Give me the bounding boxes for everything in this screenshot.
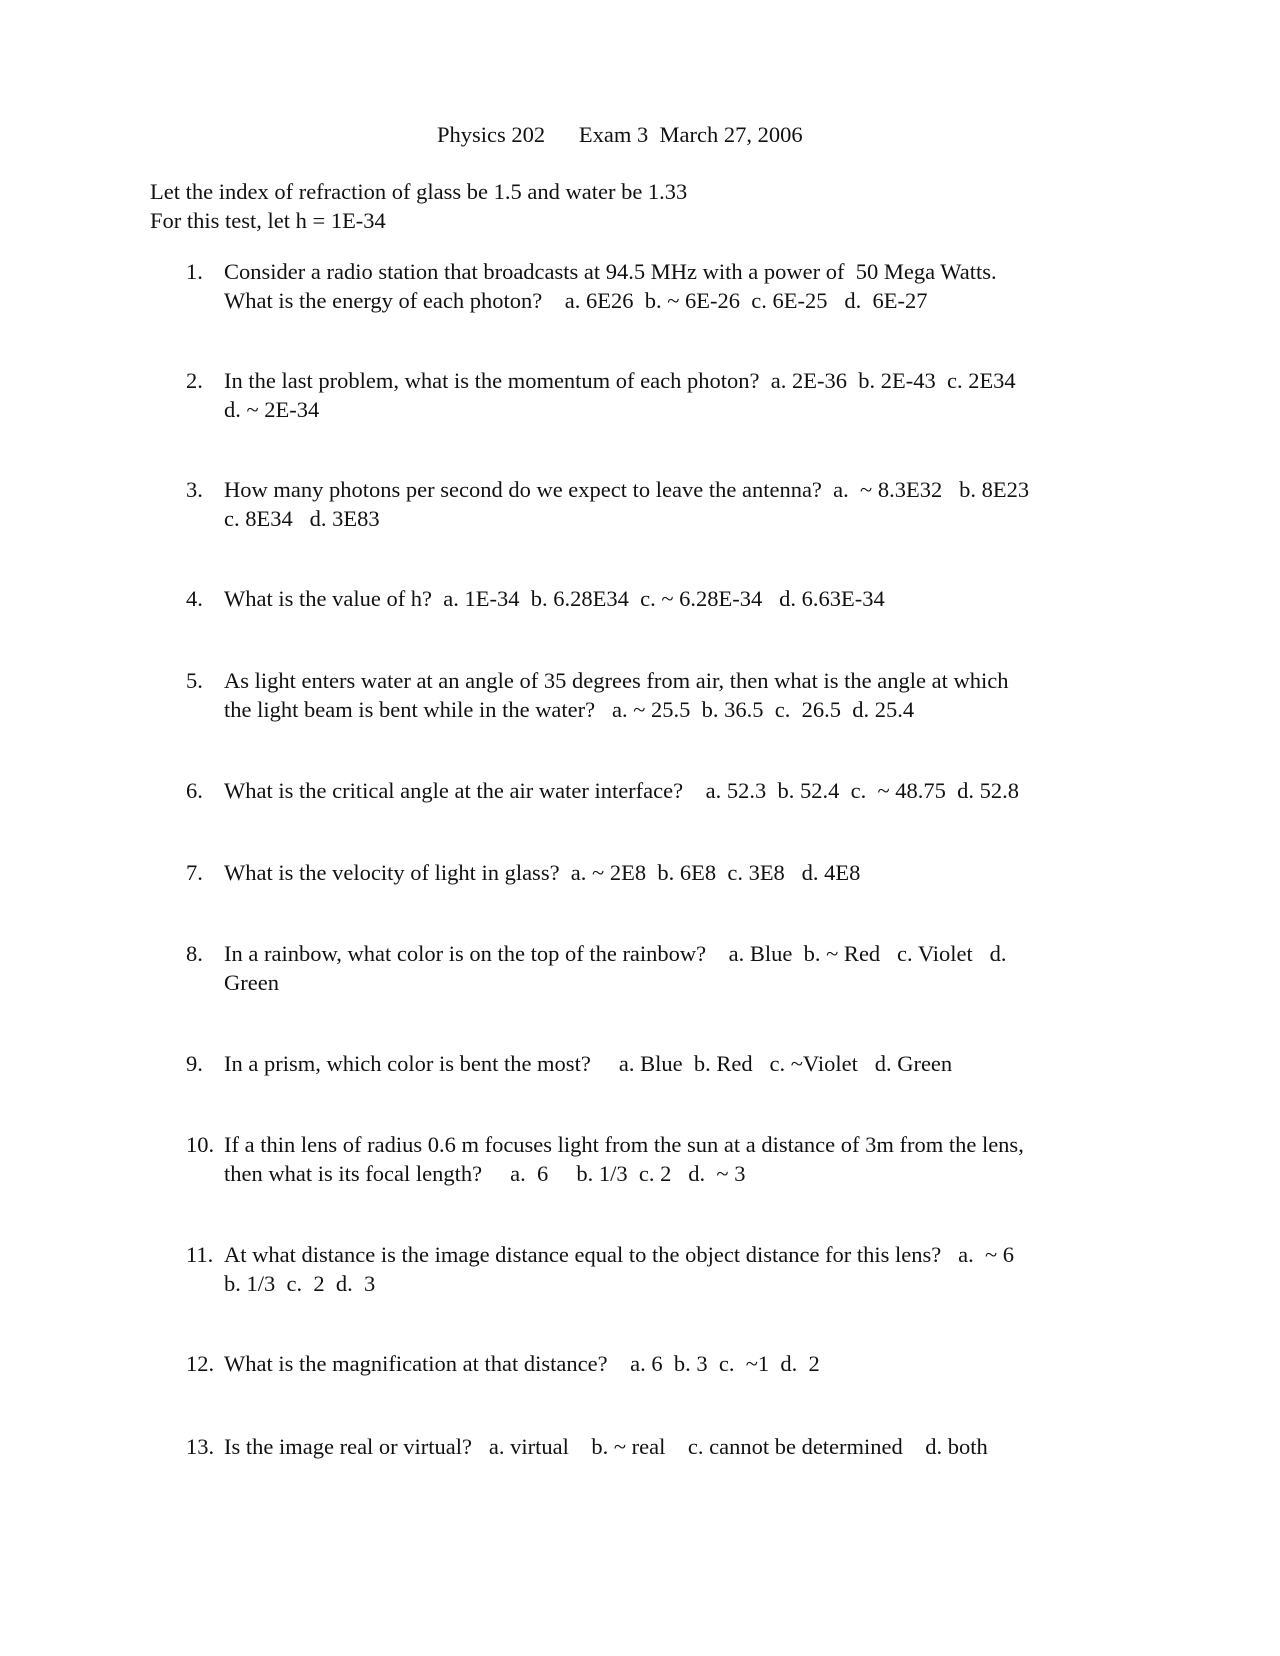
question-9 (186, 1050, 1126, 1079)
question-options: d. ~ 2E-34 (224, 396, 320, 422)
question-10 (186, 1131, 1126, 1188)
question-options: then what is its focal length? a. 6 b. 1/3 c. 2 d. ~ 3 (224, 1160, 746, 1186)
question-text: If a thin lens of radius 0.6 m focuses light from the sun at a distance of 3m from the lens, (224, 1132, 1024, 1157)
question-number: 3. (186, 477, 203, 502)
question-number: 11. (186, 1242, 214, 1267)
question-text: What is the velocity of light in glass? a. ~ 2E8 b. 6E8 c. 3E8 d. 4E8 (224, 860, 861, 885)
question-text: What is the critical angle at the air water interface? a. 52.3 b. 52.4 c. ~ 48.75 d. 52.8 (224, 778, 1020, 803)
question-options: b. 1/3 c. 2 d. 3 (224, 1270, 376, 1296)
question-1 (186, 258, 1126, 315)
question-text: At what distance is the image distance equal to the object distance for this lens? a. ~ 6 (224, 1242, 1015, 1267)
question-13 (186, 1433, 1126, 1462)
question-options: What is the energy of each photon? a. 6E26 b. ~ 6E-26 c. 6E-25 d. 6E-27 (224, 287, 928, 313)
question-3 (186, 476, 1126, 533)
question-number: 2. (186, 368, 203, 393)
question-2 (186, 367, 1126, 424)
question-8 (186, 940, 1126, 997)
question-options: c. 8E34 d. 3E83 (224, 505, 380, 531)
question-text: What is the value of h? a. 1E-34 b. 6.28E34 c. ~ 6.28E-34 d. 6.63E-34 (224, 586, 885, 611)
question-text: How many photons per second do we expect to leave the antenna? a. ~ 8.3E32 b. 8E23 (224, 477, 1030, 502)
question-number: 4. (186, 586, 203, 611)
question-5 (186, 667, 1126, 724)
question-text: As light enters water at an angle of 35 degrees from air, then what is the angle at which (224, 668, 1009, 693)
question-text: Consider a radio station that broadcasts at 94.5 MHz with a power of 50 Mega Watts. (224, 259, 997, 284)
question-7 (186, 859, 1126, 888)
question-text: Is the image real or virtual? a. virtual b. ~ real c. cannot be determined d. both (224, 1434, 988, 1459)
question-4 (186, 585, 1126, 614)
question-text: In the last problem, what is the momentum of each photon? a. 2E-36 b. 2E-43 c. 2E34 (224, 368, 1016, 393)
question-text: In a rainbow, what color is on the top of the rainbow? a. Blue b. ~ Red c. Violet d. (224, 941, 1007, 966)
question-11 (186, 1241, 1126, 1298)
question-number: 1. (186, 259, 203, 284)
question-text: What is the magnification at that distance? a. 6 b. 3 c. ~1 d. 2 (224, 1351, 820, 1376)
question-number: 5. (186, 668, 203, 693)
question-text: In a prism, which color is bent the most? a. Blue b. Red c. ~Violet d. Green (224, 1051, 953, 1076)
question-number: 12. (186, 1351, 215, 1376)
question-number: 9. (186, 1051, 203, 1076)
intro-line-planck: For this test, let h = 1E-34 (150, 208, 386, 233)
question-number: 6. (186, 778, 203, 803)
question-options: Green (224, 969, 279, 995)
page-title: Physics 202 Exam 3 March 27, 2006 (437, 122, 803, 147)
question-number: 7. (186, 860, 203, 885)
intro-line-refraction: Let the index of refraction of glass be 1.5 and water be 1.33 (150, 179, 688, 204)
question-number: 13. (186, 1434, 215, 1459)
question-6 (186, 777, 1126, 806)
question-12 (186, 1350, 1126, 1379)
question-options: the light beam is bent while in the water? a. ~ 25.5 b. 36.5 c. 26.5 d. 25.4 (224, 696, 915, 722)
question-number: 8. (186, 941, 203, 966)
question-number: 10. (186, 1132, 215, 1157)
